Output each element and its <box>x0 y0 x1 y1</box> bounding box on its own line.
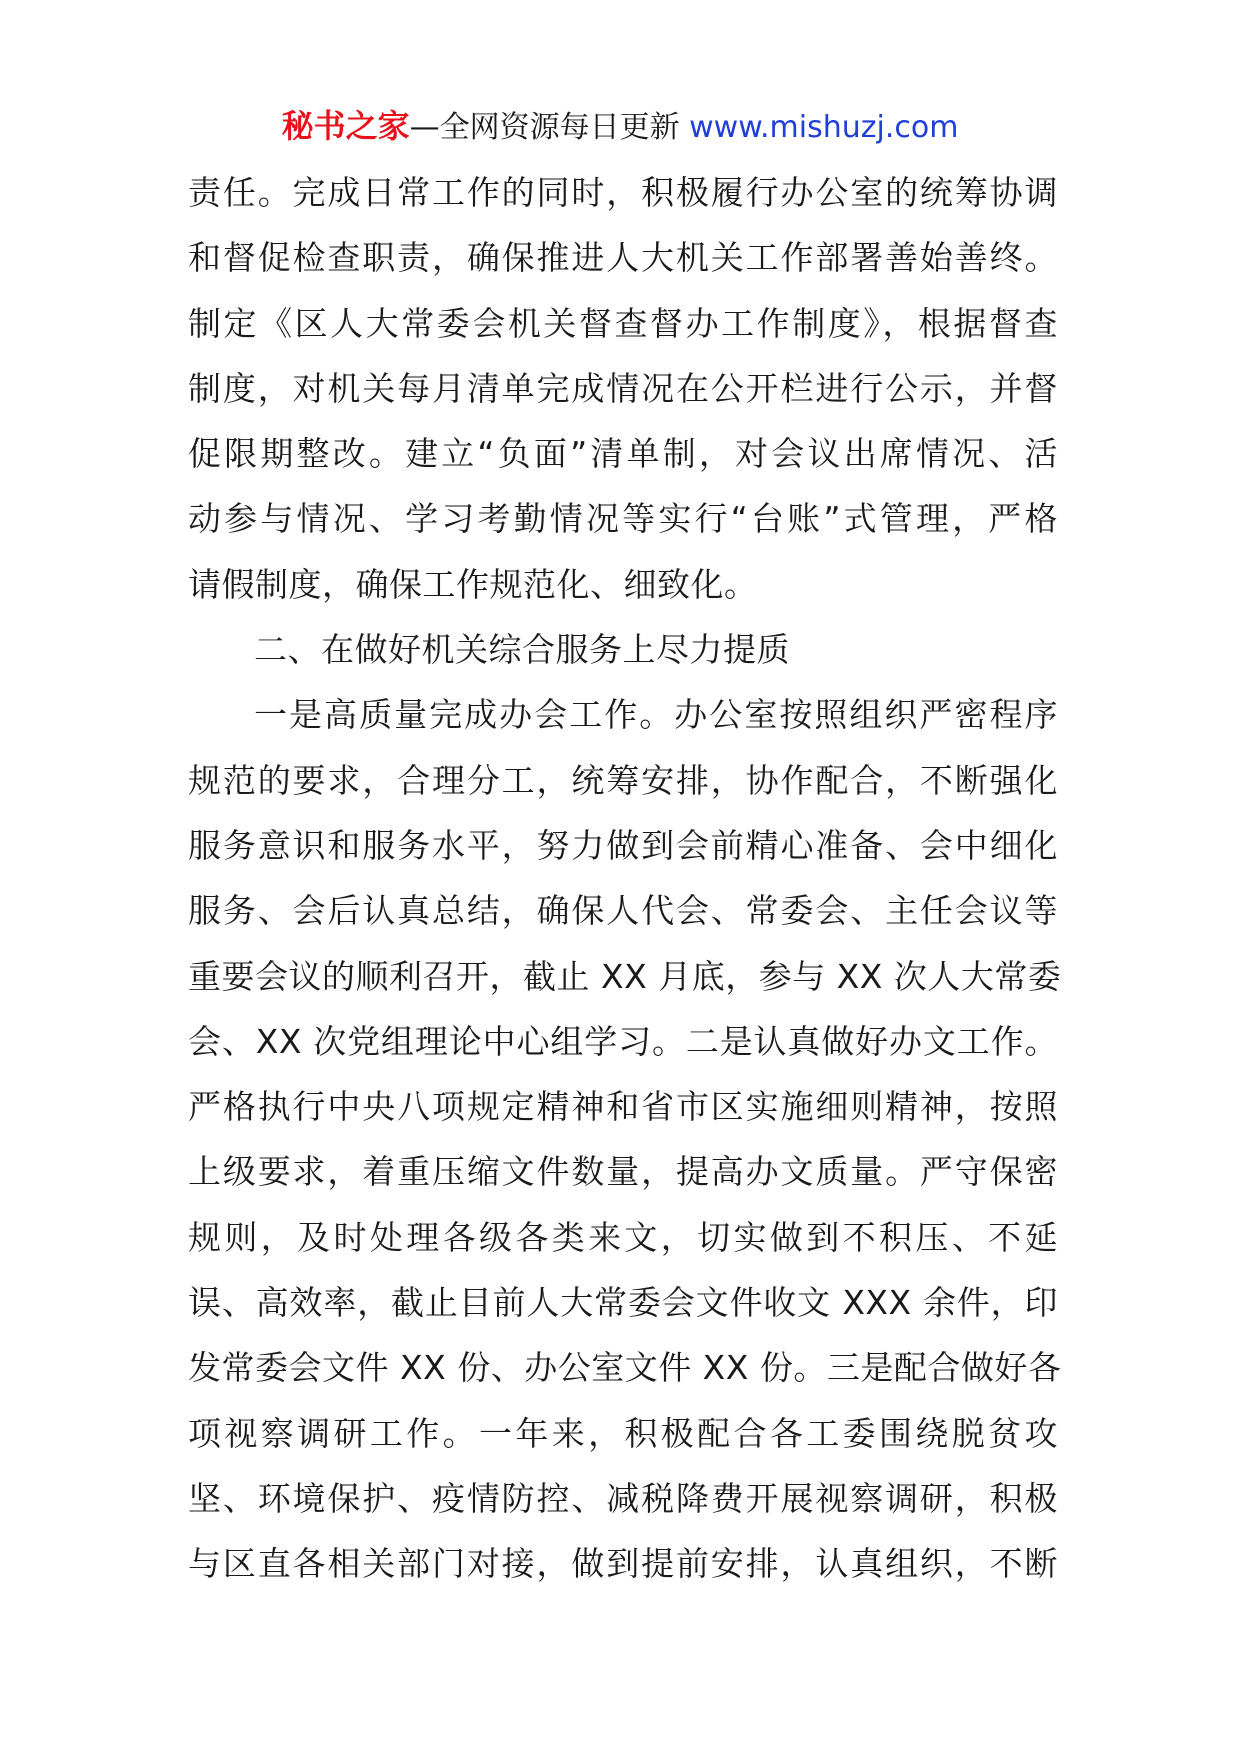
text-line: 严格执行中央八项规定精神和省市区实施细则精神，按照 <box>188 1087 1058 1127</box>
text-line: 规则，及时处理各级各类来文，切实做到不积压、不延 <box>188 1217 1058 1257</box>
text-line: 和督促检查职责，确保推进人大机关工作部署善始善终。 <box>188 238 1058 278</box>
brand-name: 秘书之家 <box>281 107 410 145</box>
text-line: 一是高质量完成办会工作。办公室按照组织严密程序 <box>254 695 1058 735</box>
text-line: 服务、会后认真总结，确保人代会、常委会、主任会议等 <box>188 891 1058 931</box>
text-line: 促限期整改。建立“负面”清单制，对会议出席情况、活 <box>188 434 1058 474</box>
text-line: 上级要求，着重压缩文件数量，提高办文质量。严守保密 <box>188 1152 1058 1192</box>
text-line: 误、高效率，截止目前人大常委会文件收文 XXX 余件，印 <box>188 1283 1058 1323</box>
text-line: 坚、环境保护、疫情防控、减税降费开展视察调研，积极 <box>188 1478 1058 1518</box>
text-line: 规范的要求，合理分工，统筹安排，协作配合，不断强化 <box>188 760 1058 800</box>
header-slogan: —全网资源每日更新 <box>409 110 690 145</box>
text-line: 责任。完成日常工作的同时，积极履行办公室的统筹协调 <box>188 173 1058 212</box>
text-line: 制度，对机关每月清单完成情况在公开栏进行公示，并督 <box>188 368 1058 408</box>
text-line: 项视察调研工作。一年来，积极配合各工委围绕脱贫攻 <box>188 1413 1058 1453</box>
text-line: 与区直各相关部门对接，做到提前安排，认真组织，不断 <box>188 1544 1058 1584</box>
text-line: 请假制度，确保工作规范化、细致化。 <box>188 564 758 604</box>
text-line: 会、XX 次党组理论中心组学习。二是认真做好办文工作。 <box>188 1021 1058 1061</box>
header-url-link[interactable]: www.mishuzj.com <box>689 110 959 145</box>
text-line: 服务意识和服务水平，努力做到会前精心准备、会中细化 <box>188 825 1058 865</box>
text-line: 制定《区人大常委会机关督查督办工作制度》，根据督查 <box>188 303 1058 343</box>
page-header <box>0 104 1240 150</box>
document-body <box>188 160 1062 1597</box>
text-line: 重要会议的顺利召开，截止 XX 月底，参与 XX 次人大常委 <box>188 956 1062 996</box>
text-line: 发常委会文件 XX 份、办公室文件 XX 份。三是配合做好各 <box>188 1348 1062 1388</box>
text-line: 动参与情况、学习考勤情况等实行“台账”式管理，严格 <box>188 499 1058 539</box>
section-heading: 二、在做好机关综合服务上尽力提质 <box>254 630 790 670</box>
